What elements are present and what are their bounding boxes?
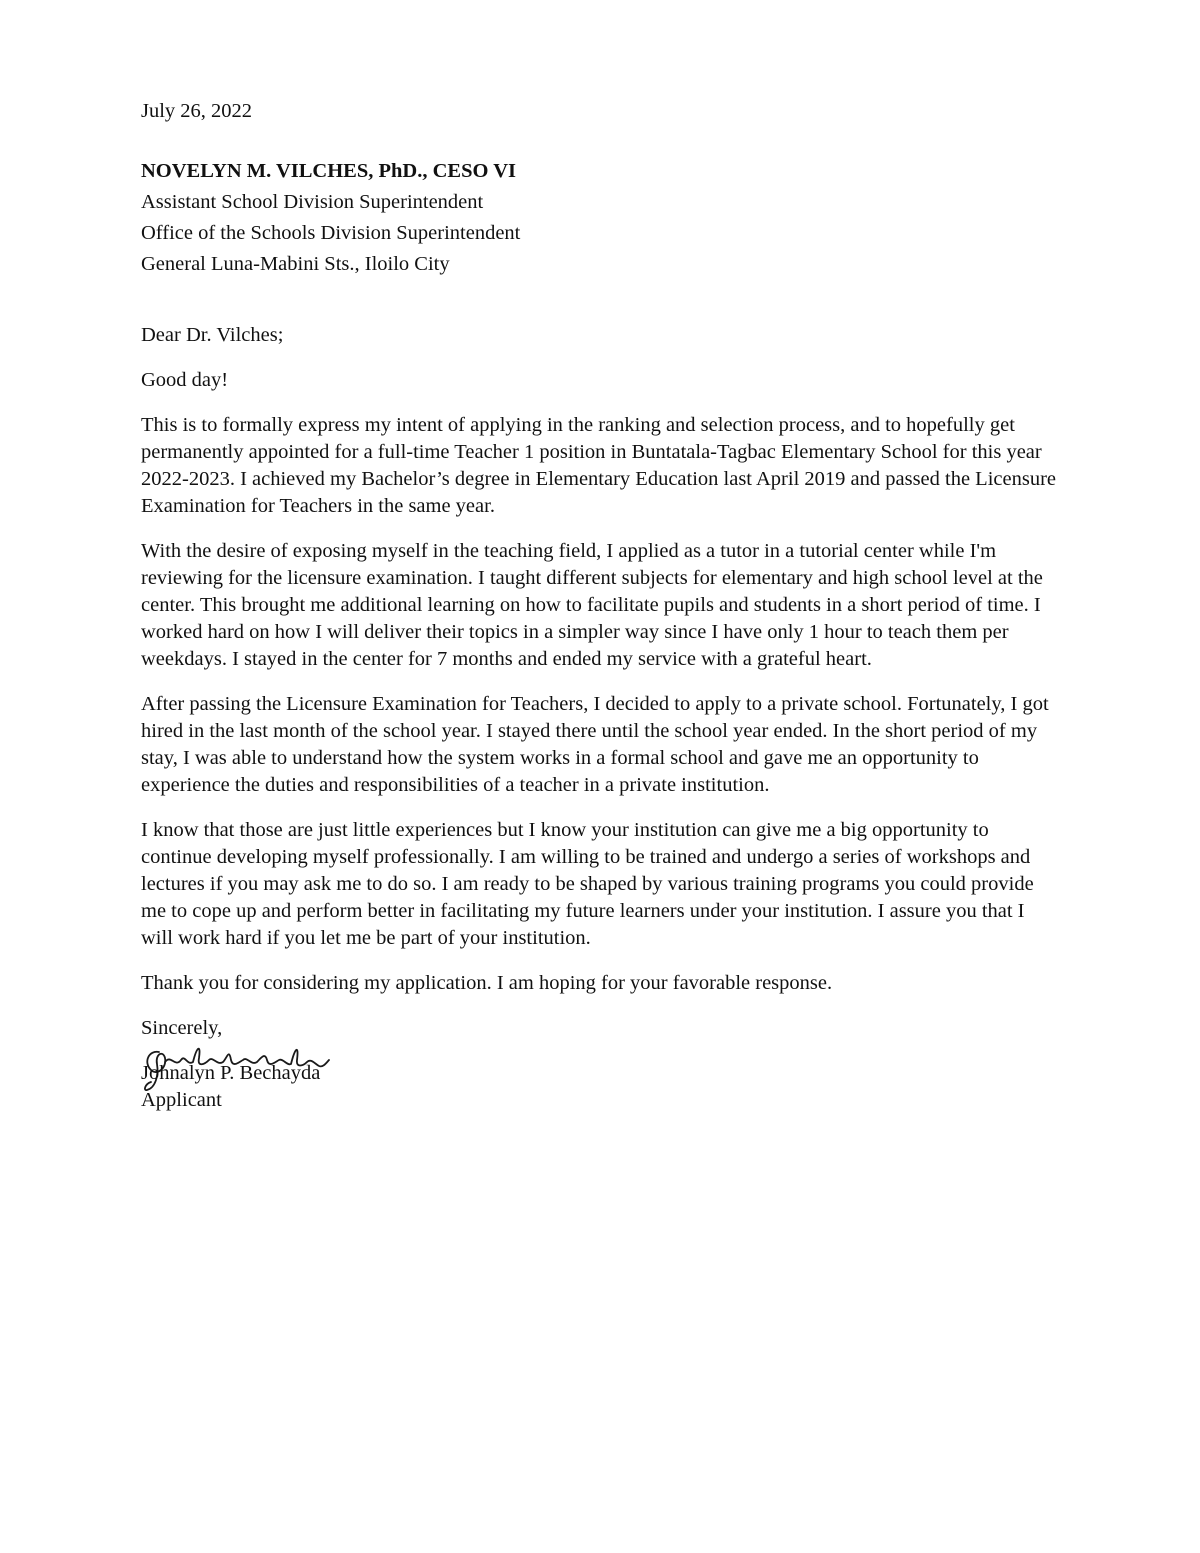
recipient-office: Office of the Schools Division Superintendent (141, 222, 521, 244)
greeting: Good day! (141, 369, 229, 391)
closing: Sincerely, (141, 1017, 223, 1039)
letter-date: July 26, 2022 (141, 100, 253, 122)
signer-title: Applicant (141, 1089, 222, 1111)
body-paragraph-commitment: I know that those are just little experiences but I know your institution can give me a big opportunity to continue developing myself professionally. I am willing to be trained and undergo a series of workshops and lectures if you may ask me to do so. I am ready to be shaped by various training programs you could provide me to cope up and perform better in facilitating my future learners under your institution. I assure you that I will work hard if you let me be part of your institution. (141, 819, 1034, 949)
recipient-block (141, 158, 1061, 278)
signer-name: Johnalyn P. Bechayda (141, 1062, 321, 1084)
letter-page (141, 98, 1061, 1114)
salutation: Dear Dr. Vilches; (141, 324, 284, 346)
body-paragraph-intent: This is to formally express my intent of applying in the ranking and selection process, and to hopefully get permanently appointed for a full-time Teacher 1 position in Buntatala-Tagbac Elementary School for this year 2022-2023. I achieved my Bachelor’s degree in Elementary Education last April 2019 and passed the Licensure Examination for Teachers in the same year. (141, 414, 1057, 517)
recipient-name: NOVELYN M. VILCHES, PhD., CESO VI (141, 160, 516, 182)
body-paragraph-tutoring: With the desire of exposing myself in the teaching field, I applied as a tutor in a tutorial center while I'm reviewing for the licensure examination. I taught different subjects for elementary and high school level at the center. This brought me additional learning on how to facilitate pupils and students in a short period of time. I worked hard on how I will deliver their topics in a simpler way since I have only 1 hour to teach them per weekdays. I stayed in the center for 7 months and ended my service with a grateful heart. (141, 540, 1043, 670)
recipient-address: General Luna-Mabini Sts., Iloilo City (141, 253, 450, 275)
signature-block (141, 1060, 1061, 1114)
body-paragraph-private-school: After passing the Licensure Examination for Teachers, I decided to apply to a private school. Fortunately, I got hired in the last month of the school year. I stayed there until the school year ended. In the short period of my stay, I was able to understand how the system works in a formal school and gave me an opportunity to experience the duties and responsibilities of a teacher in a private institution. (141, 693, 1049, 796)
body-paragraph-thanks: Thank you for considering my application. I am hoping for your favorable response. (141, 972, 833, 994)
recipient-title: Assistant School Division Superintendent (141, 191, 484, 213)
